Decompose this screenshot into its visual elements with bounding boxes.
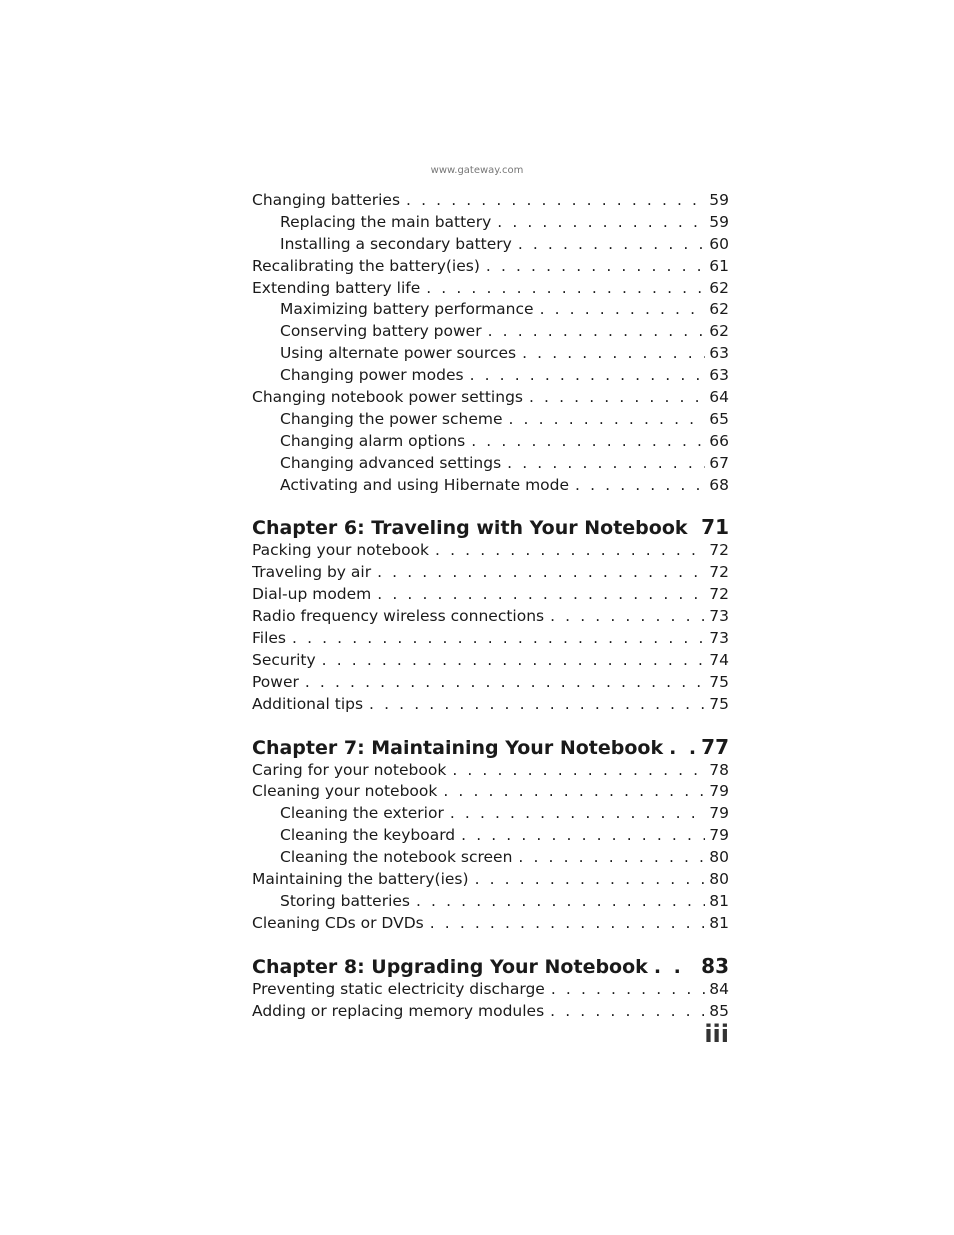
toc-entry[interactable] [252,584,729,606]
chapter-title: Chapter 8: Upgrading Your Notebook [252,955,648,978]
toc-entry-page-number: 62 [709,300,729,319]
toc-entry-title: Recalibrating the battery(ies) [252,256,480,275]
toc-entry-page-number: 62 [709,278,729,297]
dot-leader [654,954,695,979]
dot-leader [470,365,706,387]
toc-entry-title: Cleaning your notebook [252,782,438,801]
dot-leader [292,628,705,650]
toc-entry[interactable] [252,234,729,256]
dot-leader [575,475,705,497]
toc-entry-title: Changing advanced settings [280,453,502,472]
toc-entry-title: Security [252,650,316,669]
page-folio: iii [704,1020,729,1048]
dot-leader [377,584,705,606]
toc-entry[interactable] [252,847,729,869]
toc-entry-title: Preventing static electricity discharge [252,979,545,998]
toc-entry[interactable] [252,190,729,212]
toc-entry-page-number: 80 [709,848,729,867]
dot-leader [497,212,705,234]
toc-entry-page-number: 59 [709,212,729,231]
table-of-contents [252,190,729,1023]
dot-leader [486,256,705,278]
dot-leader [406,190,705,212]
dot-leader [369,694,705,716]
toc-entry-title: Cleaning the exterior [280,804,444,823]
dot-leader [509,409,706,431]
chapter-title: Chapter 7: Maintaining Your Notebook [252,736,664,759]
toc-entry-title: Extending battery life [252,278,421,297]
dot-leader [529,387,705,409]
toc-entry-title: Dial-up modem [252,585,372,604]
toc-entry[interactable] [252,321,729,343]
toc-entry[interactable] [252,431,729,453]
toc-entry[interactable] [252,650,729,672]
toc-entry-page-number: 63 [709,366,729,385]
toc-entry-page-number: 72 [709,541,729,560]
dot-leader [471,431,705,453]
dot-leader [518,847,705,869]
toc-entry-page-number: 62 [709,322,729,341]
dot-leader [461,825,705,847]
toc-entry[interactable] [252,453,729,475]
toc-entry-page-number: 63 [709,344,729,363]
toc-entry[interactable] [252,256,729,278]
toc-entry-page-number: 75 [709,694,729,713]
dot-leader [426,278,705,300]
toc-entry-page-number: 68 [709,475,729,494]
toc-entry-page-number: 73 [709,629,729,648]
toc-entry[interactable] [252,278,729,300]
dot-leader [540,299,706,321]
toc-entry[interactable] [252,365,729,387]
toc-section-chapter-7 [252,760,729,935]
toc-entry-title: Conserving battery power [280,322,482,341]
toc-entry-page-number: 79 [709,826,729,845]
dot-leader [450,803,705,825]
dot-leader [322,650,706,672]
dot-leader [377,562,705,584]
toc-entry[interactable] [252,212,729,234]
toc-entry[interactable] [252,825,729,847]
toc-entry-title: Changing notebook power settings [252,388,523,407]
dot-leader [507,453,705,475]
toc-section-chapter-8 [252,979,729,1023]
toc-entry[interactable] [252,913,729,935]
chapter-heading[interactable] [252,514,729,540]
chapter-heading[interactable] [252,734,729,760]
dot-leader [475,869,706,891]
toc-entry-page-number: 79 [709,804,729,823]
toc-entry-title: Adding or replacing memory modules [252,1001,545,1020]
toc-entry-title: Cleaning CDs or DVDs [252,913,424,932]
toc-entry-title: Activating and using Hibernate mode [280,475,570,494]
toc-entry-page-number: 64 [709,388,729,407]
toc-entry-title: Changing alarm options [280,431,466,450]
toc-entry-title: Storing batteries [280,891,410,910]
toc-entry[interactable] [252,781,729,803]
toc-entry[interactable] [252,409,729,431]
toc-entry-page-number: 84 [709,979,729,998]
toc-entry-title: Installing a secondary battery [280,234,512,253]
toc-entry[interactable] [252,562,729,584]
toc-entry-page-number: 61 [709,256,729,275]
dot-leader [522,343,705,365]
toc-entry-title: Cleaning the notebook screen [280,848,513,867]
dot-leader [518,234,705,256]
chapter-title: Chapter 6: Traveling with Your Notebook [252,517,688,540]
toc-entry-title: Replacing the main battery [280,212,492,231]
toc-entry-page-number: 80 [709,870,729,889]
toc-entry-page-number: 60 [709,234,729,253]
toc-entry[interactable] [252,760,729,782]
dot-leader [452,760,705,782]
toc-entry-page-number: 67 [709,453,729,472]
chapter-heading[interactable] [252,953,729,979]
toc-entry-title: Maximizing battery performance [280,300,534,319]
toc-entry[interactable] [252,694,729,716]
toc-entry-title: Traveling by air [252,563,372,582]
toc-entry[interactable] [252,299,729,321]
toc-entry-title: Caring for your notebook [252,760,447,779]
chapter-page-number: 77 [701,734,729,759]
dot-leader [443,781,705,803]
toc-entry[interactable] [252,606,729,628]
toc-entry-title: Maintaining the battery(ies) [252,870,469,889]
toc-entry[interactable] [252,475,729,497]
toc-entry-page-number: 85 [709,1001,729,1020]
toc-entry-title: Additional tips [252,694,364,713]
toc-entry[interactable] [252,628,729,650]
toc-entry-page-number: 72 [709,563,729,582]
toc-entry-page-number: 81 [709,913,729,932]
dot-leader [488,321,706,343]
toc-entry[interactable] [252,672,729,694]
toc-entry-page-number: 75 [709,672,729,691]
toc-entry[interactable] [252,387,729,409]
toc-entry[interactable] [252,979,729,1001]
toc-entry-page-number: 81 [709,891,729,910]
toc-entry-page-number: 72 [709,585,729,604]
toc-entry-title: Changing the power scheme [280,409,503,428]
toc-entry-page-number: 66 [709,431,729,450]
dot-leader [669,735,695,760]
toc-entry-title: Files [252,629,287,648]
toc-entry[interactable] [252,869,729,891]
toc-entry-title: Changing power modes [280,366,464,385]
dot-leader [430,913,706,935]
toc-entry-title: Radio frequency wireless connections [252,607,545,626]
dot-leader [435,540,705,562]
toc-section-batteries [252,190,729,496]
toc-entry[interactable] [252,891,729,913]
toc-entry[interactable] [252,343,729,365]
toc-entry-title: Power [252,672,299,691]
toc-entry[interactable] [252,803,729,825]
toc-entry[interactable] [252,540,729,562]
toc-entry-page-number: 65 [709,409,729,428]
toc-entry-page-number: 74 [709,650,729,669]
toc-entry-title: Changing batteries [252,191,401,209]
toc-entry-page-number: 73 [709,607,729,626]
toc-entry-title: Cleaning the keyboard [280,826,456,845]
toc-entry-page-number: 78 [709,760,729,779]
toc-entry-page-number: 79 [709,782,729,801]
dot-leader [551,979,705,1001]
chapter-page-number: 83 [701,953,729,978]
toc-entry-page-number: 59 [709,191,729,209]
dot-leader [416,891,705,913]
header-url: www.gateway.com [430,165,524,176]
dot-leader [305,672,705,694]
chapter-page-number: 71 [701,515,729,540]
toc-entry-title: Using alternate power sources [280,344,517,363]
toc-entry-title: Packing your notebook [252,541,430,560]
dot-leader [550,606,705,628]
toc-section-chapter-6 [252,540,729,715]
